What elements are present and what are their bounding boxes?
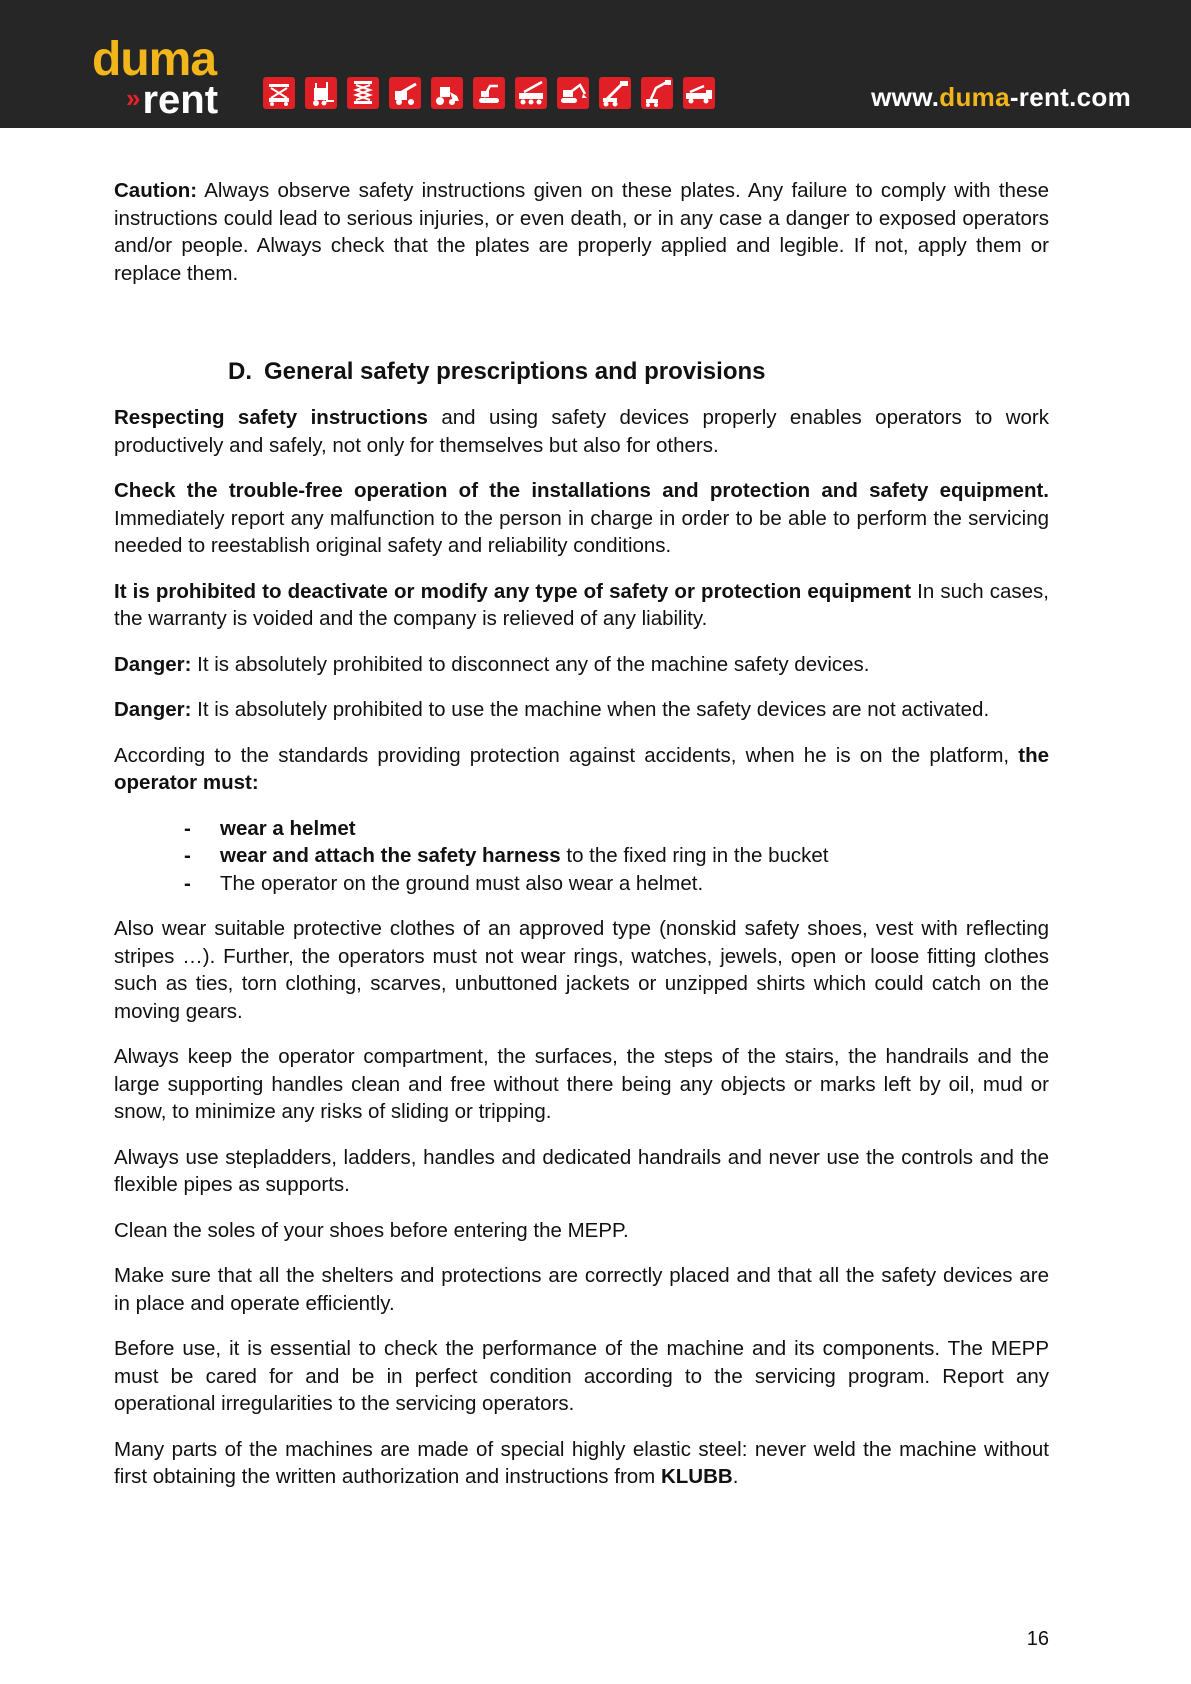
bullet-dash: -: [184, 844, 191, 867]
soles-paragraph: Clean the soles of your shoes before entering the MEPP.: [114, 1218, 629, 1242]
tracked-lift-icon: [472, 76, 506, 110]
caution-paragraph: [114, 177, 1049, 287]
duma-rent-logo[interactable]: [92, 33, 242, 122]
bullet-bold: wear and attach the safety harness: [220, 844, 561, 867]
steel-end: .: [732, 1465, 739, 1488]
page-header: [0, 0, 1191, 128]
section-title: General safety prescriptions and provisions: [264, 358, 766, 385]
respecting-paragraph: [114, 404, 1049, 459]
bullet-text: to the fixed ring in the bucket: [560, 844, 829, 867]
caution-text: Always observe safety instructions given on these plates. Any failure to comply with these instructions could lead to serious injuries, or even death, or in any case a danger to exposed operators and/or people. Always check that the plates are properly applied and legible. If not, apply them or replace them.: [114, 179, 1049, 285]
website-prefix: www.: [871, 82, 940, 112]
page-content: [114, 177, 1049, 287]
rough-terrain-lift-icon: [598, 76, 632, 110]
check-bold: Check the trouble-free operation of the installations and protection and safety equipment.: [114, 479, 1049, 502]
wheel-loader-icon: [430, 76, 464, 110]
danger-label-2: Danger:: [114, 698, 192, 721]
logo-rent-text: rent: [142, 78, 219, 122]
prohibited-text: In such cases, the warranty is voided and the company is relieved of any liability.: [114, 579, 1049, 630]
equipment-icon-strip: [262, 76, 724, 112]
logo-arrow: »: [126, 83, 141, 113]
logo-duma-text: duma: [92, 33, 217, 86]
section-heading: [228, 357, 1191, 403]
bullet-text: The operator on the ground must also wear a helmet.: [220, 871, 704, 895]
page-number: 16: [1026, 1628, 1049, 1650]
prohibited-paragraph: [114, 578, 1049, 633]
shelters-paragraph: Make sure that all the shelters and protections are correctly placed and that all the safety devices are in place and operate efficiently.: [114, 1264, 1049, 1315]
section-body: [114, 404, 1049, 1509]
website-brand: duma: [939, 82, 1010, 112]
logo-rent-line: [126, 78, 218, 120]
website-link[interactable]: [871, 82, 1131, 113]
danger-label-1: Danger:: [114, 652, 192, 676]
truck-crane-icon: [514, 76, 548, 110]
section-letter: D.: [228, 358, 252, 385]
according-paragraph: [114, 742, 1049, 797]
according-text: According to the standards providing protection against accidents, when he is on the platform,: [114, 743, 1019, 767]
clean-compartment-paragraph: Always keep the operator compartment, the surfaces, the steps of the stairs, the handrails and the large supporting handles clean and free without there being any objects or marks left by oil, mud or snow, to minimize any risks of sliding or tripping.: [114, 1045, 1049, 1123]
danger-text-1: It is absolutely prohibited to disconnect any of the machine safety devices.: [191, 652, 870, 676]
caution-label: Caution:: [114, 179, 198, 202]
according-bold: the operator must:: [114, 743, 1049, 794]
scissor-lift-icon: [262, 76, 296, 110]
list-item: [184, 870, 1049, 898]
prohibited-bold: It is prohibited to deactivate or modify any type of safety or protection equipment: [114, 579, 912, 603]
clothes-paragraph: Also wear suitable protective clothes of an approved type (nonskid safety shoes, vest with reflecting stripes …). Further, the operators must not wear rings, watches, jewels, open or loose fitting clothes such as ties, torn clothing, scarves, unbuttoned jackets or unzipped shirts which could catch on the moving gears.: [114, 917, 1049, 1023]
before-use-paragraph: Before use, it is essential to check the performance of the machine and its components. The MEPP must be cared for and be in perfect condition according to the servicing program. Report any operational irregularities to the servicing operators.: [114, 1337, 1049, 1415]
aerial-truck-icon: [682, 76, 716, 110]
boom-lift-icon: [640, 76, 674, 110]
check-paragraph: [114, 477, 1049, 560]
danger-text-2: It is absolutely prohibited to use the machine when the safety devices are not activated.: [191, 698, 990, 721]
respecting-text: and using safety devices properly enables operators to work productively and safely, not only for themselves but also for others.: [114, 406, 1049, 457]
excavator-icon: [556, 76, 590, 110]
bullet-dash: -: [184, 871, 191, 895]
telehandler-icon: [388, 76, 422, 110]
steel-text: Many parts of the machines are made of special highly elastic steel: never weld the machine without first obtaining the written authorization and instructions from: [114, 1437, 1049, 1488]
list-item: [184, 815, 1049, 843]
danger-paragraph-1: [114, 651, 1049, 679]
operator-requirements-list: [114, 815, 1049, 898]
scissor-platform-icon: [346, 76, 380, 110]
respecting-bold: Respecting safety instructions: [114, 406, 428, 429]
bullet-dash: -: [184, 816, 191, 840]
danger-paragraph-2: [114, 696, 1049, 724]
steel-bold: KLUBB: [660, 1465, 733, 1488]
website-suffix: -rent.com: [1009, 82, 1131, 112]
steel-paragraph: [114, 1436, 1049, 1491]
stepladders-paragraph: Always use stepladders, ladders, handles and dedicated handrails and never use the controls and the flexible pipes as supports.: [114, 1145, 1049, 1196]
bullet-bold: wear a helmet: [220, 816, 356, 840]
check-text: Immediately report any malfunction to the person in charge in order to be able to perform the servicing needed to reestablish original safety and reliability conditions.: [114, 506, 1049, 557]
list-item: [184, 842, 1049, 870]
forklift-icon: [304, 76, 338, 110]
